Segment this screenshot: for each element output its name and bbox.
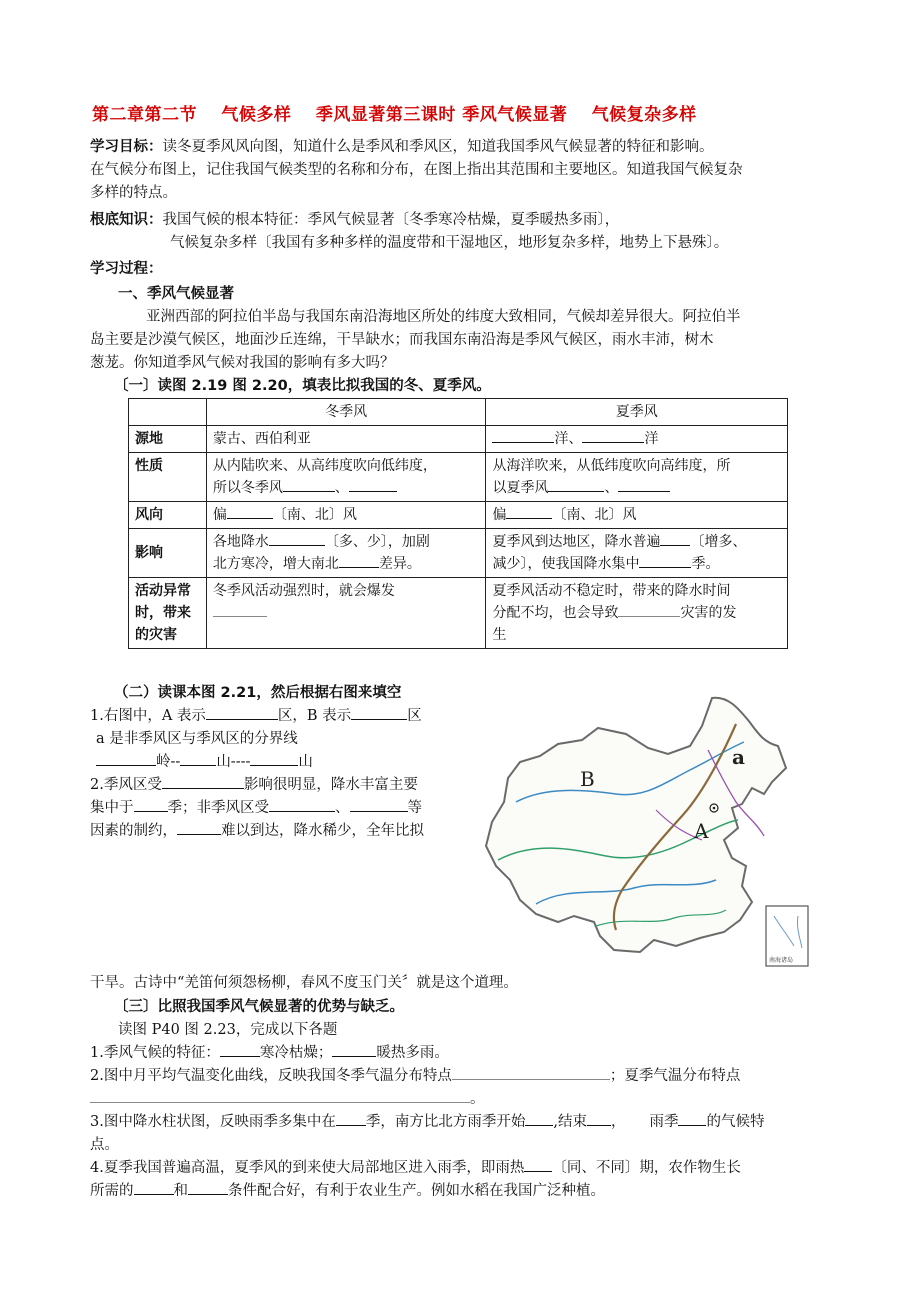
question-text: 山----	[216, 754, 251, 770]
blank[interactable]	[180, 751, 216, 766]
question-text: 2.图中月平均气温变化曲线，反映我国冬季气温分布特点	[90, 1068, 452, 1084]
question-text: 和	[173, 1183, 188, 1199]
table-header: 冬季风	[206, 399, 486, 426]
title-part: 季风显著第三课时 季风气候显著	[315, 105, 568, 125]
question-text: 、	[335, 800, 350, 816]
title-part: 气候复杂多样	[591, 105, 697, 125]
question-text: 区，B 表示	[277, 708, 352, 724]
question-text: 读图 P40 图 2.23，完成以下各题	[118, 1022, 338, 1038]
blank[interactable]	[269, 797, 335, 812]
table-cell	[486, 426, 788, 453]
cell-text: 偏	[492, 507, 507, 523]
cell-text: 所以冬季风	[212, 480, 283, 496]
question-text: 所需的	[90, 1183, 134, 1199]
row-label-line: 活动异常	[135, 583, 191, 599]
page-title	[92, 100, 852, 125]
cell-text: 夏季风到达地区，降水普遍	[492, 534, 661, 550]
table-cell	[486, 453, 788, 502]
row-label-line: 的灾害	[135, 627, 177, 643]
basics-text: 气候复杂多样〔我国有多种多样的温度带和干湿地区，地形复杂多样，地势上下悬殊〕。	[170, 235, 729, 251]
cell-text: 减少〕，使我国降水集中	[492, 556, 640, 572]
table-cell	[206, 453, 486, 502]
question-text: 暖热多雨。	[376, 1045, 449, 1061]
blank[interactable]	[134, 1180, 174, 1195]
subsection-heading: 〔一〕读图 2.19 图 2.20，填表比拟我国的冬、夏季风。	[114, 378, 491, 394]
blank[interactable]	[177, 820, 221, 835]
cell-text: 生	[492, 627, 507, 643]
blank[interactable]	[250, 751, 298, 766]
question-text: 季；非季风区受	[167, 800, 269, 816]
process-label: 学习过程：	[90, 261, 163, 277]
table-cell	[206, 578, 486, 649]
blank[interactable]	[524, 1157, 552, 1172]
cell-text: 、	[604, 480, 619, 496]
china-monsoon-map	[476, 690, 814, 972]
row-label: 影响	[129, 529, 207, 578]
cell-text: 灾害的发	[680, 605, 737, 621]
table-row	[129, 399, 788, 426]
question-text: ；夏季气温分布特点	[609, 1068, 741, 1084]
title-part: 气候多样	[221, 105, 292, 125]
table-row	[129, 578, 788, 649]
question-text: 雨季	[649, 1114, 679, 1130]
cell-text: 夏季风活动不稳定时，带来的降水时间	[492, 583, 731, 599]
section3	[90, 996, 828, 1203]
cell-text: 季。	[691, 556, 720, 572]
table-row	[129, 529, 788, 578]
cell-text: 各地降水	[212, 534, 269, 550]
question-text: 〔同、不同〕期，农作物生长	[552, 1160, 741, 1176]
table-header: 夏季风	[486, 399, 788, 426]
objectives-text: 在气候分布图上，记住我国气候类型的名称和分布，在图上指出其范围和主要地区。知道我国气候复杂	[90, 162, 743, 178]
question-text: 因素的制约，	[90, 823, 177, 839]
blank[interactable]	[336, 1111, 366, 1126]
blank[interactable]	[206, 705, 278, 720]
question-text: 山	[298, 754, 313, 770]
table-cell	[486, 502, 788, 529]
question-text: 1.季风气候的特征：	[90, 1045, 220, 1061]
title-part: 第二章第二节	[92, 105, 197, 125]
question-text: 点。	[90, 1137, 119, 1153]
map-label-capital-a: A	[694, 819, 709, 843]
question-text: 岭--	[156, 754, 181, 770]
blank[interactable]	[188, 1180, 228, 1195]
table-cell	[206, 502, 486, 529]
blank[interactable]	[548, 477, 604, 492]
section2	[90, 682, 460, 843]
section-heading: 一、季风气候显著	[118, 286, 234, 302]
table-cell: 蒙古、西伯利亚	[206, 426, 486, 453]
question-text: 2.季风区受	[90, 777, 162, 793]
blank[interactable]	[283, 477, 335, 492]
cell-text: 〔南、北〕风	[552, 507, 637, 523]
table-row	[129, 502, 788, 529]
question-text: 区	[407, 708, 422, 724]
question-text: 影响很明显，降水丰富主要	[243, 777, 418, 793]
cell-text: 〔南、北〕风	[272, 507, 357, 523]
row-label: 源地	[129, 426, 207, 453]
blank[interactable]	[134, 797, 168, 812]
cell-text: 北方寒冷，增大南北	[212, 556, 339, 572]
blank[interactable]	[227, 504, 273, 519]
blank[interactable]	[506, 504, 552, 519]
blank[interactable]	[639, 553, 691, 568]
blank[interactable]	[350, 797, 408, 812]
map-label-a: a	[732, 745, 745, 769]
question-text: 干旱。古诗中“羌笛何须怨杨柳，春风不度玉门关〞就是这个道理。	[90, 975, 518, 991]
capital-marker-dot	[713, 807, 716, 810]
question-text: 难以到达，降水稀少，全年比拟	[221, 823, 424, 839]
question-text: 1.右图中，A 表示	[90, 708, 206, 724]
blank[interactable]	[213, 602, 267, 617]
objectives-text: 读冬夏季风风向图，知道什么是季风和季风区，知道我国季风气候显著的特征和影响。	[162, 139, 714, 155]
cell-text: 洋、	[554, 431, 583, 447]
basics	[90, 209, 828, 255]
blank[interactable]	[220, 1042, 260, 1057]
blank[interactable]	[587, 1111, 611, 1126]
blank[interactable]	[678, 1111, 706, 1126]
objectives-text: 多样的特点。	[90, 185, 177, 201]
basics-label: 根底知识：	[90, 212, 163, 228]
cell-text: 从内陆吹来、从高纬度吹向低纬度，	[212, 458, 437, 474]
table-cell	[486, 529, 788, 578]
blank[interactable]	[582, 428, 644, 443]
row-label-line: 时，带来	[135, 605, 191, 621]
monsoon-comparison-table	[128, 398, 788, 649]
question-text: 的气候特	[706, 1114, 765, 1130]
cell-text: 洋	[644, 431, 659, 447]
blank[interactable]	[349, 477, 397, 492]
blank[interactable]	[525, 1111, 553, 1126]
question-text: 。	[470, 1091, 485, 1107]
blank[interactable]	[332, 1042, 376, 1057]
table-row	[129, 426, 788, 453]
cell-text: 冬季风活动强烈时，就会爆发	[212, 583, 395, 599]
objectives	[90, 136, 828, 205]
section1	[90, 283, 828, 398]
objectives-label: 学习目标：	[90, 139, 163, 155]
cell-text: 差异。	[378, 556, 421, 572]
paragraph-line: 葱茏。你知道季风气候对我国的影响有多大吗？	[90, 355, 395, 371]
cell-text: 偏	[212, 507, 227, 523]
blank[interactable]	[90, 1088, 470, 1103]
question-text: a 是非季风区与季风区的分界线	[96, 731, 298, 747]
map-label-b: B	[580, 767, 595, 791]
blank[interactable]	[618, 602, 680, 617]
blank[interactable]	[96, 751, 156, 766]
cell-text: 〔增多、	[690, 534, 747, 550]
question-text: 寒冷枯燥；	[259, 1045, 333, 1061]
table-cell	[486, 578, 788, 649]
inset-label: 南海诸岛	[769, 957, 794, 964]
question-text: 季，南方比北方雨季开始	[365, 1114, 526, 1130]
cell-text: 〔多、少〕，加剧	[324, 534, 430, 550]
blank[interactable]	[618, 477, 670, 492]
question-text: 条件配合好，有利于农业生产。例如水稻在我国广泛种植。	[228, 1183, 605, 1199]
row-label: 性质	[129, 453, 207, 502]
paragraph-line: 岛主要是沙漠气候区，地面沙丘连绵，干旱缺水；而我国东南沿海是季风气候区，雨水丰沛，树木	[90, 332, 714, 348]
row-label	[129, 578, 207, 649]
question-text: 4.夏季我国普遍高温，夏季风的到来使大局部地区进入雨季，即雨热	[90, 1160, 525, 1176]
question-text: 等	[407, 800, 422, 816]
blank[interactable]	[269, 531, 325, 546]
blank[interactable]	[162, 774, 244, 789]
subsection-heading: 〔三〕比照我国季风气候显著的优势与缺乏。	[114, 999, 404, 1015]
basics-text: 我国气候的根本特征：季风气候显著〔冬季寒冷枯燥，夏季暖热多雨〕，	[162, 212, 620, 228]
table-row	[129, 453, 788, 502]
question-text: 3.图中降水柱状图，反映雨季多集中在	[90, 1114, 336, 1130]
blank[interactable]	[492, 428, 554, 443]
blank[interactable]	[660, 531, 690, 546]
cell-text: 从海洋吹来，从低纬度吹向高纬度，所	[492, 458, 731, 474]
blank[interactable]	[452, 1065, 610, 1080]
blank[interactable]	[339, 553, 379, 568]
cell-text: 、	[334, 480, 349, 496]
cell-text: 以夏季风	[492, 480, 549, 496]
table-cell	[206, 529, 486, 578]
question-text: ，	[610, 1114, 626, 1130]
row-label: 风向	[129, 502, 207, 529]
cell-text: 分配不均，也会导致	[492, 605, 619, 621]
question-text: 集中于	[90, 800, 134, 816]
blank[interactable]	[351, 705, 407, 720]
paragraph-line: 亚洲西部的阿拉伯半岛与我国东南沿海地区所处的纬度大致相同，气候却差异很大。阿拉伯半	[146, 309, 741, 325]
subsection-heading: （二）读课本图 2.21，然后根据右图来填空	[114, 685, 402, 701]
question-text: ,结束	[553, 1114, 587, 1130]
